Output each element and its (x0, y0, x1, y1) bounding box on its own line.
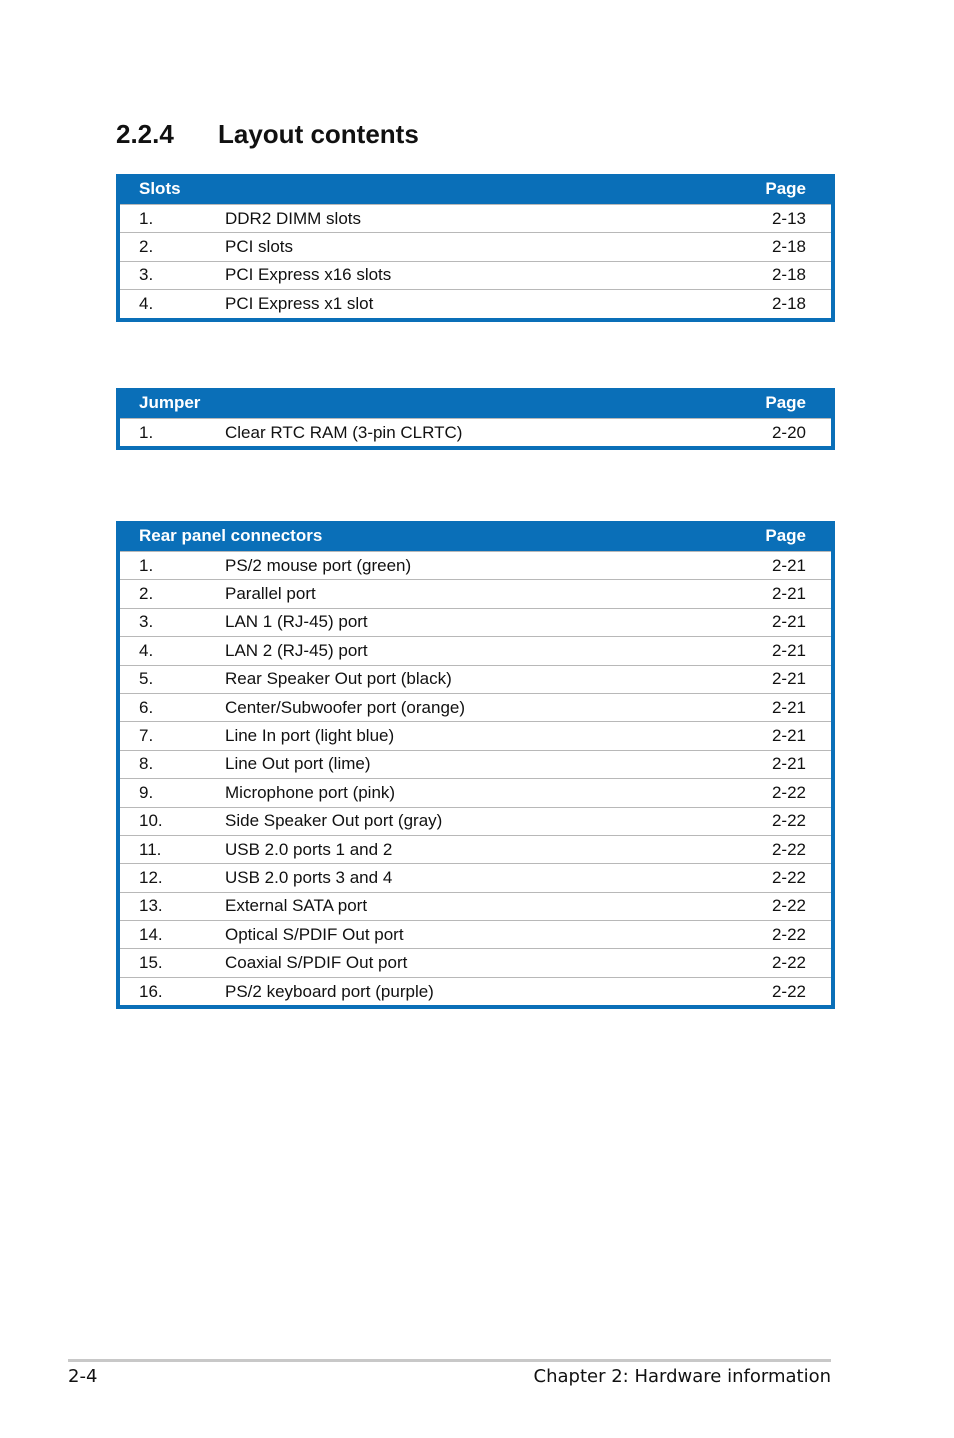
jumper-table (116, 388, 835, 450)
row-item: External SATA port (225, 896, 368, 916)
rear-panel-table (116, 521, 835, 1009)
row-item: Line In port (light blue) (225, 726, 395, 746)
table-row (120, 636, 831, 664)
footer-rule (68, 1359, 831, 1362)
section-number: 2.2.4 (116, 118, 174, 149)
row-page: 2-22 (771, 782, 806, 802)
table-row (120, 608, 831, 636)
row-page: 2-22 (771, 896, 806, 916)
table-row (120, 261, 831, 289)
row-page: 2-21 (771, 584, 806, 604)
row-page: 2-22 (771, 867, 806, 887)
table-header (116, 388, 835, 418)
footer-page-number: 2-4 (68, 1366, 98, 1387)
row-item: Side Speaker Out port (gray) (225, 811, 443, 831)
row-number: 1. (139, 208, 154, 228)
row-page: 2-21 (771, 555, 806, 575)
row-page: 2-22 (771, 839, 806, 859)
row-number: 9. (139, 782, 154, 802)
row-page: 2-21 (771, 726, 806, 746)
row-item: LAN 1 (RJ-45) port (225, 612, 368, 632)
row-number: 1. (139, 555, 154, 575)
row-page: 2-21 (771, 697, 806, 717)
row-item: Microphone port (pink) (225, 782, 396, 802)
table-row (120, 920, 831, 948)
row-page: 2-18 (771, 265, 806, 285)
table-row (120, 892, 831, 920)
row-page: 2-21 (771, 640, 806, 660)
row-number: 3. (139, 612, 154, 632)
row-number: 16. (139, 981, 163, 1001)
row-page: 2-21 (771, 754, 806, 774)
row-number: 4. (139, 640, 154, 660)
table-row (120, 693, 831, 721)
row-number: 8. (139, 754, 154, 774)
table-header (116, 174, 835, 204)
table-title: Slots (139, 179, 181, 198)
row-number: 14. (139, 924, 163, 944)
row-number: 2. (139, 584, 154, 604)
row-item: PCI Express x16 slots (225, 265, 392, 285)
row-item: PCI Express x1 slot (225, 293, 374, 313)
table-title: Rear panel connectors (139, 526, 323, 545)
row-number: 2. (139, 237, 154, 257)
row-item: LAN 2 (RJ-45) port (225, 640, 368, 660)
row-item: Rear Speaker Out port (black) (225, 669, 452, 689)
row-number: 1. (139, 422, 154, 442)
row-number: 15. (139, 953, 163, 973)
row-number: 7. (139, 726, 154, 746)
row-item: Clear RTC RAM (3-pin CLRTC) (225, 422, 463, 442)
table-row (120, 750, 831, 778)
row-page: 2-18 (771, 293, 806, 313)
row-item: Optical S/PDIF Out port (225, 924, 404, 944)
table-row (120, 665, 831, 693)
page-column-header: Page (765, 179, 806, 198)
row-item: Line Out port (lime) (225, 754, 371, 774)
row-number: 10. (139, 811, 163, 831)
row-page: 2-18 (771, 237, 806, 257)
slots-table (116, 174, 835, 322)
table-row (120, 204, 831, 232)
row-page: 2-22 (771, 953, 806, 973)
page-column-header: Page (765, 526, 806, 545)
row-page: 2-22 (771, 811, 806, 831)
table-row (120, 778, 831, 806)
row-page: 2-22 (771, 981, 806, 1001)
table-row (120, 551, 831, 579)
row-page: 2-13 (771, 208, 806, 228)
row-item: DDR2 DIMM slots (225, 208, 362, 228)
section-heading (116, 116, 419, 152)
row-item: PCI slots (225, 237, 294, 257)
page-column-header: Page (765, 393, 806, 412)
row-page: 2-21 (771, 612, 806, 632)
table-row (120, 232, 831, 260)
row-number: 12. (139, 867, 163, 887)
row-page: 2-22 (771, 924, 806, 944)
footer-chapter: Chapter 2: Hardware information (533, 1366, 831, 1387)
row-number: 3. (139, 265, 154, 285)
table-row (120, 721, 831, 749)
row-item: PS/2 mouse port (green) (225, 555, 412, 575)
row-number: 11. (139, 839, 162, 859)
table-row (120, 289, 831, 317)
table-row (120, 418, 831, 446)
row-item: USB 2.0 ports 1 and 2 (225, 839, 393, 859)
row-page: 2-21 (771, 669, 806, 689)
table-row (120, 835, 831, 863)
table-title: Jumper (139, 393, 201, 412)
table-row (120, 807, 831, 835)
row-item: USB 2.0 ports 3 and 4 (225, 867, 393, 887)
row-page: 2-20 (771, 422, 806, 442)
table-row (120, 977, 831, 1005)
row-number: 4. (139, 293, 154, 313)
row-item: Parallel port (225, 584, 316, 604)
table-header (116, 521, 835, 551)
row-item: Coaxial S/PDIF Out port (225, 953, 408, 973)
row-number: 13. (139, 896, 163, 916)
row-item: PS/2 keyboard port (purple) (225, 981, 434, 1001)
row-number: 6. (139, 697, 154, 717)
table-row (120, 579, 831, 607)
table-row (120, 948, 831, 976)
section-title: Layout contents (218, 118, 419, 149)
row-item: Center/Subwoofer port (orange) (225, 697, 466, 717)
row-number: 5. (139, 669, 154, 689)
table-row (120, 863, 831, 891)
